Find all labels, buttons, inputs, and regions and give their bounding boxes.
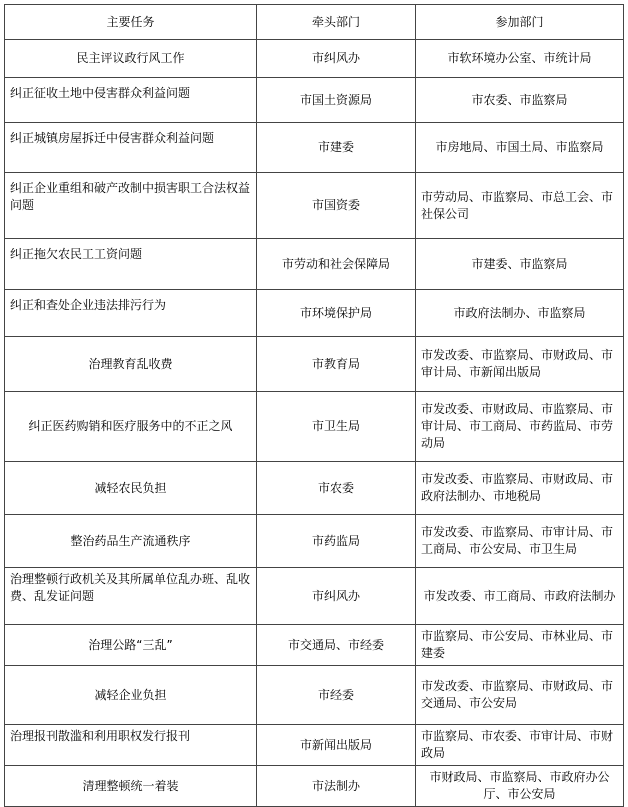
header-task: 主要任务 [5, 5, 257, 40]
lead-cell: 市新闻出版局 [257, 725, 416, 766]
participate-cell: 市发改委、市监察局、市审计局、市工商局、市公安局、市卫生局 [416, 515, 624, 568]
task-cell: 治理教育乱收费 [5, 337, 257, 392]
participate-cell: 市发改委、市监察局、市财政局、市交通局、市公安局 [416, 666, 624, 725]
header-participating-departments: 参加部门 [416, 5, 624, 40]
lead-cell: 市药监局 [257, 515, 416, 568]
task-cell: 民主评议政行风工作 [5, 40, 257, 78]
table-row [5, 123, 624, 173]
task-cell: 治理报刊散滥和利用职权发行报刊 [5, 725, 257, 766]
lead-cell: 市卫生局 [257, 392, 416, 462]
table-row [5, 337, 624, 392]
task-cell: 纠正企业重组和破产改制中损害职工合法权益问题 [5, 173, 257, 239]
lead-cell: 市教育局 [257, 337, 416, 392]
table-header-row [5, 5, 624, 40]
lead-cell: 市国土资源局 [257, 78, 416, 123]
table-row [5, 40, 624, 78]
lead-cell: 市环境保护局 [257, 290, 416, 337]
lead-cell: 市纠风办 [257, 40, 416, 78]
lead-cell: 市农委 [257, 462, 416, 515]
participate-cell: 市发改委、市财政局、市监察局、市审计局、市工商局、市药监局、市劳动局 [416, 392, 624, 462]
task-cell: 纠正和查处企业违法排污行为 [5, 290, 257, 337]
lead-cell: 市法制办 [257, 766, 416, 807]
participate-cell: 市软环境办公室、市统计局 [416, 40, 624, 78]
task-cell: 纠正医药购销和医疗服务中的不正之风 [5, 392, 257, 462]
task-cell: 纠正城镇房屋拆迁中侵害群众利益问题 [5, 123, 257, 173]
participate-cell: 市房地局、市国土局、市监察局 [416, 123, 624, 173]
participate-cell: 市政府法制办、市监察局 [416, 290, 624, 337]
task-table [4, 4, 624, 807]
table-row [5, 173, 624, 239]
participate-cell: 市发改委、市监察局、市财政局、市政府法制办、市地税局 [416, 462, 624, 515]
task-cell: 纠正征收土地中侵害群众利益问题 [5, 78, 257, 123]
table-row [5, 515, 624, 568]
task-cell: 减轻企业负担 [5, 666, 257, 725]
participate-cell: 市监察局、市农委、市审计局、市财政局 [416, 725, 624, 766]
lead-cell: 市经委 [257, 666, 416, 725]
table-row [5, 725, 624, 766]
lead-cell: 市国资委 [257, 173, 416, 239]
participate-cell: 市发改委、市工商局、市政府法制办 [416, 568, 624, 625]
table-row [5, 239, 624, 290]
table-row [5, 568, 624, 625]
table-row [5, 666, 624, 725]
task-cell: 减轻农民负担 [5, 462, 257, 515]
lead-cell: 市建委 [257, 123, 416, 173]
participate-cell: 市建委、市监察局 [416, 239, 624, 290]
lead-cell: 市交通局、市经委 [257, 625, 416, 666]
task-cell: 纠正拖欠农民工工资问题 [5, 239, 257, 290]
task-cell: 治理整顿行政机关及其所属单位乱办班、乱收费、乱发证问题 [5, 568, 257, 625]
task-cell: 治理公路“三乱” [5, 625, 257, 666]
lead-cell: 市纠风办 [257, 568, 416, 625]
table-row [5, 462, 624, 515]
header-lead-department: 牵头部门 [257, 5, 416, 40]
participate-cell: 市监察局、市公安局、市林业局、市建委 [416, 625, 624, 666]
table-row [5, 290, 624, 337]
task-cell: 清理整顿统一着装 [5, 766, 257, 807]
table-row [5, 625, 624, 666]
participate-cell: 市劳动局、市监察局、市总工会、市社保公司 [416, 173, 624, 239]
table-row [5, 392, 624, 462]
table-row [5, 78, 624, 123]
participate-cell: 市发改委、市监察局、市财政局、市审计局、市新闻出版局 [416, 337, 624, 392]
participate-cell: 市财政局、市监察局、市政府办公厅、市公安局 [416, 766, 624, 807]
task-cell: 整治药品生产流通秩序 [5, 515, 257, 568]
lead-cell: 市劳动和社会保障局 [257, 239, 416, 290]
table-row [5, 766, 624, 807]
participate-cell: 市农委、市监察局 [416, 78, 624, 123]
